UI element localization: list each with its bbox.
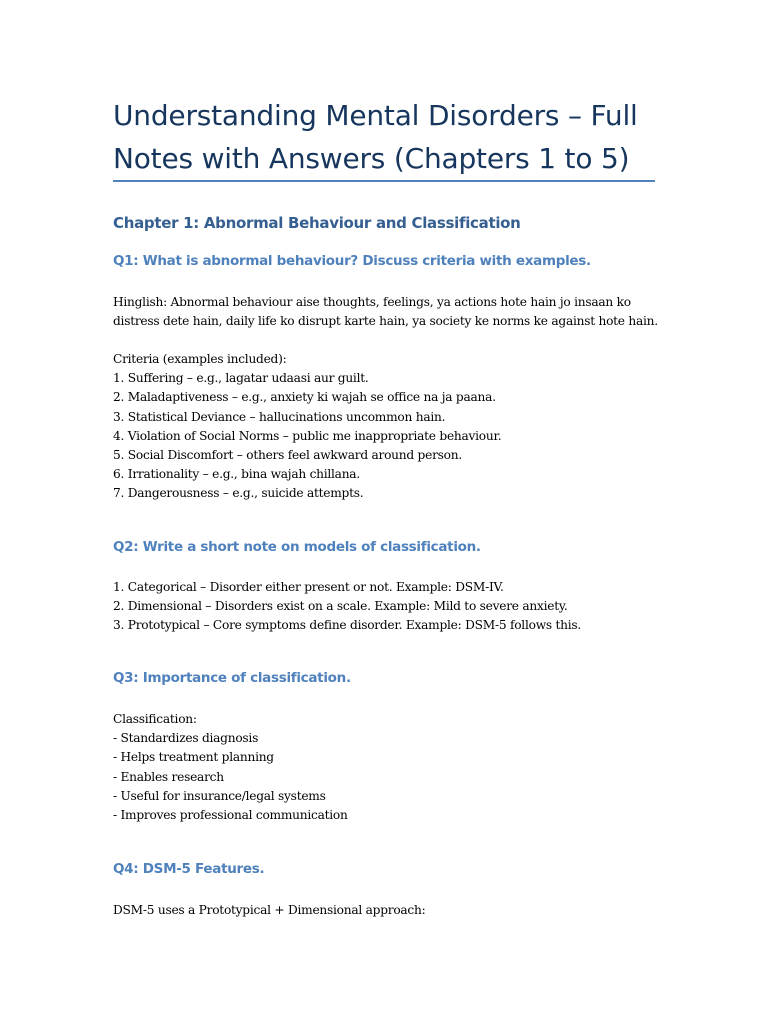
points-intro: Classification: — [113, 712, 197, 726]
list-item: 2. Maladaptiveness – e.g., anxiety ki wajah se office na ja paana. — [113, 390, 496, 405]
list-item: - Enables research — [113, 769, 224, 784]
list-item: - Standardizes diagnosis — [113, 731, 259, 746]
q4-paragraph — [113, 901, 425, 920]
q1-criteria-list — [113, 350, 501, 504]
paragraph-line: distress dete hain, daily life ko disrupt karte hain, ya society ke norms ke against hote hain. — [113, 314, 658, 329]
list-item: - Helps treatment planning — [113, 750, 274, 765]
list-item: 2. Dimensional – Disorders exist on a scale. Example: Mild to severe anxiety. — [113, 599, 568, 614]
q4-heading: Q4: DSM-5 Features. — [113, 861, 265, 877]
q3-points-list — [113, 710, 348, 825]
chapter-1-heading: Chapter 1: Abnormal Behaviour and Classification — [113, 214, 521, 232]
list-item: 6. Irrationality – e.g., bina wajah chillana. — [113, 467, 360, 482]
list-item: 3. Statistical Deviance – hallucinations uncommon hain. — [113, 409, 446, 424]
title-underline — [113, 180, 655, 182]
list-item: 1. Suffering – e.g., lagatar udaasi aur guilt. — [113, 371, 369, 386]
paragraph-line: Hinglish: Abnormal behaviour aise thoughts, feelings, ya actions hote hain jo insaan ko — [113, 295, 631, 309]
list-item: 1. Categorical – Disorder either present or not. Example: DSM-IV. — [113, 580, 504, 594]
q1-heading: Q1: What is abnormal behaviour? Discuss criteria with examples. — [113, 253, 591, 269]
q1-hinglish-paragraph — [113, 293, 658, 331]
q2-models-list — [113, 578, 581, 636]
criteria-intro: Criteria (examples included): — [113, 352, 287, 366]
title-line-1: Understanding Mental Disorders – Full — [113, 99, 638, 132]
paragraph-line: DSM-5 uses a Prototypical + Dimensional approach: — [113, 903, 426, 917]
list-item: 5. Social Discomfort – others feel awkward around person. — [113, 447, 462, 462]
title-line-2: Notes with Answers (Chapters 1 to 5) — [113, 142, 630, 175]
list-item: 7. Dangerousness – e.g., suicide attempts. — [113, 486, 364, 501]
list-item: 4. Violation of Social Norms – public me inappropriate behaviour. — [113, 428, 502, 443]
list-item: - Improves professional communication — [113, 807, 348, 822]
q2-heading: Q2: Write a short note on models of classification. — [113, 539, 481, 555]
q3-heading: Q3: Importance of classification. — [113, 670, 351, 686]
list-item: 3. Prototypical – Core symptoms define disorder. Example: DSM-5 follows this. — [113, 618, 582, 633]
document-title — [113, 94, 673, 180]
list-item: - Useful for insurance/legal systems — [113, 788, 326, 803]
